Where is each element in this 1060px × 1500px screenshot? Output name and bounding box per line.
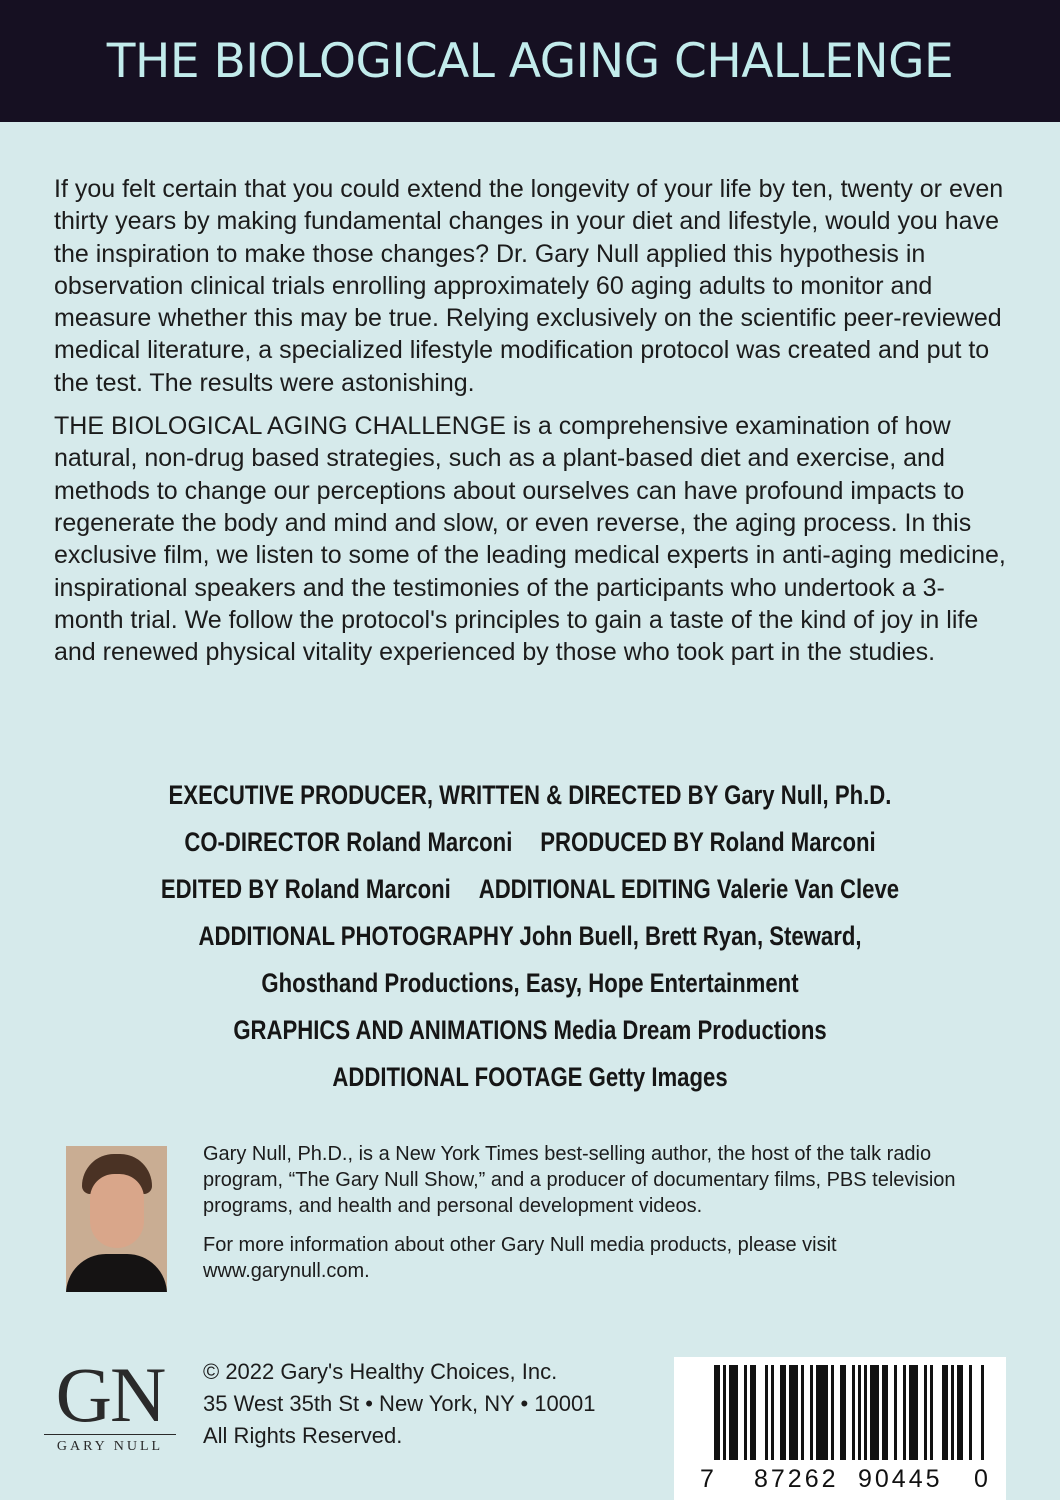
barcode-digits [674, 1465, 1006, 1495]
synopsis-paragraph: THE BIOLOGICAL AGING CHALLENGE is a comprehensive examination of how natural, non-drug based strategies, such as a plant-based diet and exercise, and methods to change our perceptions about ourselves can have profound impacts to regenerate the body and mind and slow, or even reverse, the aging process. In this exclusive film, we listen to some of the leading medical experts in anti-aging medicine, inspirational speakers and the testimonies of the participants who undertook a 3-month trial. We follow the protocol's principles to gain a taste of the kind of joy in life and renewed physical vitality experienced by those who took part in the studies. [54, 412, 1006, 667]
barcode-bar [882, 1365, 888, 1460]
logo-monogram: GN [55, 1351, 165, 1438]
logo-name: GARY NULL [56, 1439, 164, 1454]
author-bio [203, 1141, 1003, 1297]
barcode-bar [852, 1365, 855, 1460]
barcode-bar [714, 1365, 720, 1460]
barcode-bar [801, 1365, 804, 1460]
upc-barcode [674, 1357, 1006, 1500]
barcode-bar [924, 1365, 927, 1460]
barcode-bar [780, 1365, 786, 1460]
barcode-bar [840, 1365, 846, 1460]
barcode-bar [744, 1365, 747, 1460]
credits-block [0, 772, 1060, 1101]
author-photo [66, 1146, 167, 1292]
credit-additional-footage: ADDITIONAL FOOTAGE Getty Images [332, 1062, 728, 1092]
barcode-bars [674, 1357, 1006, 1467]
credit-line [95, 819, 964, 866]
credit-co-director: CO-DIRECTOR Roland Marconi [184, 827, 513, 857]
barcode-bar [789, 1365, 798, 1460]
bio-paragraph: Gary Null, Ph.D., is a New York Times best-selling author, the host of the talk radio program, “The Gary Null Show,” and a producer of documentary films, PBS television programs, and health and personal development videos. [203, 1143, 956, 1217]
credit-additional-editing: ADDITIONAL EDITING Valerie Van Cleve [478, 874, 900, 904]
credit-line [95, 1007, 964, 1054]
gary-null-logo [40, 1351, 180, 1455]
barcode-bar [729, 1365, 738, 1460]
barcode-bar [831, 1365, 834, 1460]
barcode-bar [930, 1365, 933, 1460]
barcode-bar [942, 1365, 948, 1460]
credit-line [95, 960, 964, 1007]
bio-more-info: For more information about other Gary Null media products, please visit www.garynull.com. [203, 1234, 837, 1282]
barcode-bar [894, 1365, 897, 1460]
credit-line [95, 866, 964, 913]
barcode-bar [951, 1365, 954, 1460]
barcode-bar [816, 1365, 828, 1460]
copyright-line: © 2022 Gary's Healthy Choices, Inc. [203, 1359, 558, 1384]
barcode-bar [864, 1365, 867, 1460]
credit-photography-continued: Ghosthand Productions, Easy, Hope Entertainment [261, 968, 799, 998]
synopsis-paragraph: If you felt certain that you could extend the longevity of your life by ten, twenty or even thirty years by making fundamental changes in your diet and lifestyle, would you have the inspiration to make those changes? Dr. Gary Null applied this hypothesis in observation clinical trials enrolling approximately 60 aging adults to monitor and measure whether this may be true. Relying exclusively on the scientific peer-reviewed medical literature, a specialized lifestyle modification protocol was created and put to the test. The results were astonishing. [54, 175, 1004, 397]
credit-line [95, 913, 964, 960]
synopsis [54, 173, 1014, 679]
credit-line [95, 1054, 964, 1101]
copyright-block [203, 1356, 596, 1452]
address-line: 35 West 35th St • New York, NY • 10001 [203, 1391, 596, 1416]
barcode-bar [858, 1365, 861, 1460]
barcode-bar [981, 1365, 984, 1460]
barcode-bar [957, 1365, 963, 1460]
barcode-bar [750, 1365, 756, 1460]
page-title: THE BIOLOGICAL AGING CHALLENGE [106, 33, 954, 89]
credit-graphics: GRAPHICS AND ANIMATIONS Media Dream Productions [233, 1015, 827, 1045]
credit-line [95, 772, 964, 819]
credit-produced-by: PRODUCED BY Roland Marconi [540, 827, 876, 857]
credit-executive-producer: EXECUTIVE PRODUCER, WRITTEN & DIRECTED BY Gary Null, Ph.D. [168, 780, 892, 810]
barcode-bar [771, 1365, 774, 1460]
barcode-bar [723, 1365, 726, 1460]
barcode-bar [909, 1365, 918, 1460]
barcode-group-left: 87262 [754, 1465, 839, 1493]
barcode-group-right: 90445 [858, 1465, 943, 1493]
title-banner [0, 0, 1060, 122]
barcode-bar [810, 1365, 813, 1460]
credit-additional-photography: ADDITIONAL PHOTOGRAPHY John Buell, Brett Ryan, Steward, [198, 921, 862, 951]
rights-line: All Rights Reserved. [203, 1423, 403, 1448]
barcode-bar [765, 1365, 768, 1460]
credit-edited-by: EDITED BY Roland Marconi [160, 874, 451, 904]
barcode-digit-left: 7 [700, 1465, 714, 1493]
barcode-bar [903, 1365, 906, 1460]
barcode-bar [969, 1365, 972, 1460]
barcode-bar [870, 1365, 879, 1460]
barcode-digit-right: 0 [974, 1465, 988, 1493]
